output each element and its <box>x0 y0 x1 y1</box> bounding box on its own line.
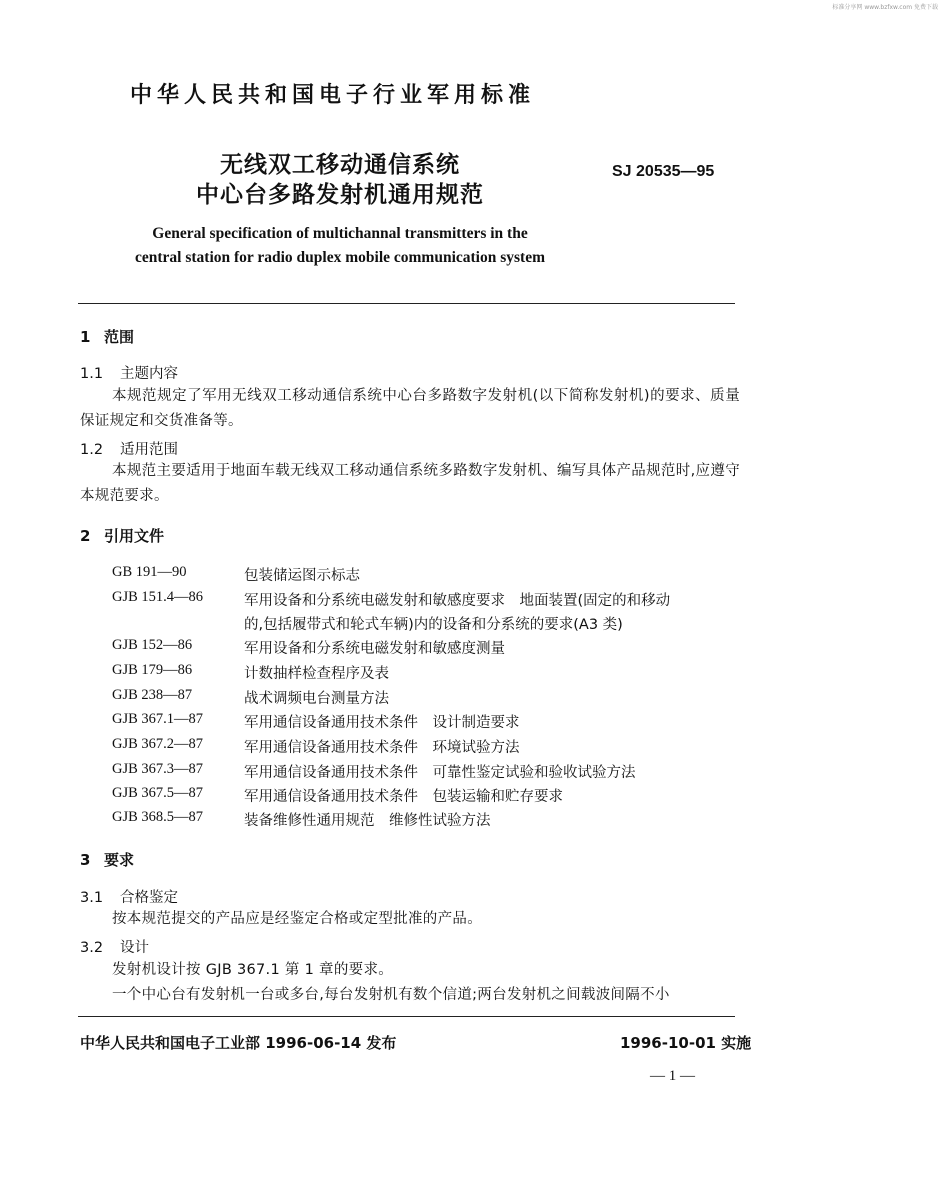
section-1-1-heading <box>80 362 178 383</box>
watermark: 标准分享网 www.bzfxw.com 免费下载 <box>832 4 938 11</box>
section-number: 2 <box>80 527 91 545</box>
section-2-heading <box>80 525 164 546</box>
section-number: 3 <box>80 851 91 869</box>
ref-code: GJB 368.5—87 <box>112 809 204 825</box>
ref-title: 战术调频电台测量方法 <box>244 691 389 707</box>
document-title-cn-line1: 无线双工移动通信系统 <box>220 152 460 178</box>
ref-title: 军用设备和分系统电磁发射和敏感度要求 地面装置(固定的和移动 <box>244 593 671 609</box>
ref-code: GJB 367.5—87 <box>112 785 204 801</box>
section-title: 引用文件 <box>104 527 165 545</box>
ref-title: 装备维修性通用规范 维修性试验方法 <box>244 813 491 829</box>
ref-code: GJB 367.1—87 <box>112 711 204 727</box>
document-title-en-line1: General specification of multichannal transmitters in the <box>152 225 528 242</box>
section-3-1-heading <box>80 886 178 907</box>
ref-code: GJB 367.3—87 <box>112 761 204 777</box>
ref-code: GJB 238—87 <box>112 687 193 703</box>
section-1-heading <box>80 326 134 347</box>
section-1-1-text: 本规范规定了军用无线双工移动通信系统中心台多路数字发射机(以下简称发射机)的要求、质量保证规定和交货准备等。 <box>80 388 740 429</box>
section-title: 主题内容 <box>120 366 178 382</box>
ref-title: 军用设备和分系统电磁发射和敏感度测量 <box>244 641 505 657</box>
ref-code: GJB 367.2—87 <box>112 736 204 752</box>
section-3-2-heading <box>80 936 149 957</box>
section-3-2-text-2: 一个中心台有发射机一台或多台,每台发射机有数个信道;两台发射机之间载波间隔不小 <box>112 987 670 1003</box>
ref-title: 军用通信设备通用技术条件 环境试验方法 <box>244 740 520 756</box>
page-number: — 1 — <box>650 1068 695 1084</box>
effective-date: 1996-10-01 实施 <box>620 1034 752 1052</box>
ref-title: 包装储运图示标志 <box>244 568 360 584</box>
document-title-en-line2: central station for radio duplex mobile communication system <box>134 249 545 266</box>
section-number: 1 <box>80 328 91 346</box>
issue-date: 中华人民共和国电子工业部 1996-06-14 发布 <box>80 1034 397 1052</box>
footer-divider <box>78 1016 735 1017</box>
ref-title: 军用通信设备通用技术条件 设计制造要求 <box>244 715 520 731</box>
ref-title: 计数抽样检查程序及表 <box>244 666 389 682</box>
standard-code: SJ 20535—95 <box>612 163 715 180</box>
section-title: 要求 <box>104 851 135 869</box>
header-divider <box>78 303 735 304</box>
section-number: 1.2 <box>80 442 104 458</box>
section-1-2-text: 本规范主要适用于地面车载无线双工移动通信系统多路数字发射机、编写具体产品规范时,应遵守本规范要求。 <box>80 463 740 504</box>
ref-code: GJB 151.4—86 <box>112 589 204 605</box>
section-3-1-text: 按本规范提交的产品应是经鉴定合格或定型批准的产品。 <box>112 911 482 927</box>
section-title: 适用范围 <box>120 442 178 458</box>
section-number: 3.1 <box>80 890 104 906</box>
section-1-2-heading <box>80 438 178 459</box>
section-title: 范围 <box>104 328 135 346</box>
ref-title: 军用通信设备通用技术条件 可靠性鉴定试验和验收试验方法 <box>244 765 636 781</box>
document-title-cn-line2: 中心台多路发射机通用规范 <box>196 182 484 208</box>
ref-title: 军用通信设备通用技术条件 包装运输和贮存要求 <box>244 789 563 805</box>
ref-code: GB 191—90 <box>112 564 187 580</box>
section-title: 合格鉴定 <box>120 890 178 906</box>
ref-title-continued: 的,包括履带式和轮式车辆)内的设备和分系统的要求(A3 类) <box>244 617 623 633</box>
section-title: 设计 <box>120 940 149 956</box>
section-number: 3.2 <box>80 940 104 956</box>
ref-code: GJB 152—86 <box>112 637 193 653</box>
section-3-heading <box>80 849 134 870</box>
section-number: 1.1 <box>80 366 104 382</box>
ref-code: GJB 179—86 <box>112 662 193 678</box>
section-3-2-text-1: 发射机设计按 GJB 367.1 第 1 章的要求。 <box>112 962 394 978</box>
standard-body-title: 中华人民共和国电子行业军用标准 <box>130 83 536 108</box>
